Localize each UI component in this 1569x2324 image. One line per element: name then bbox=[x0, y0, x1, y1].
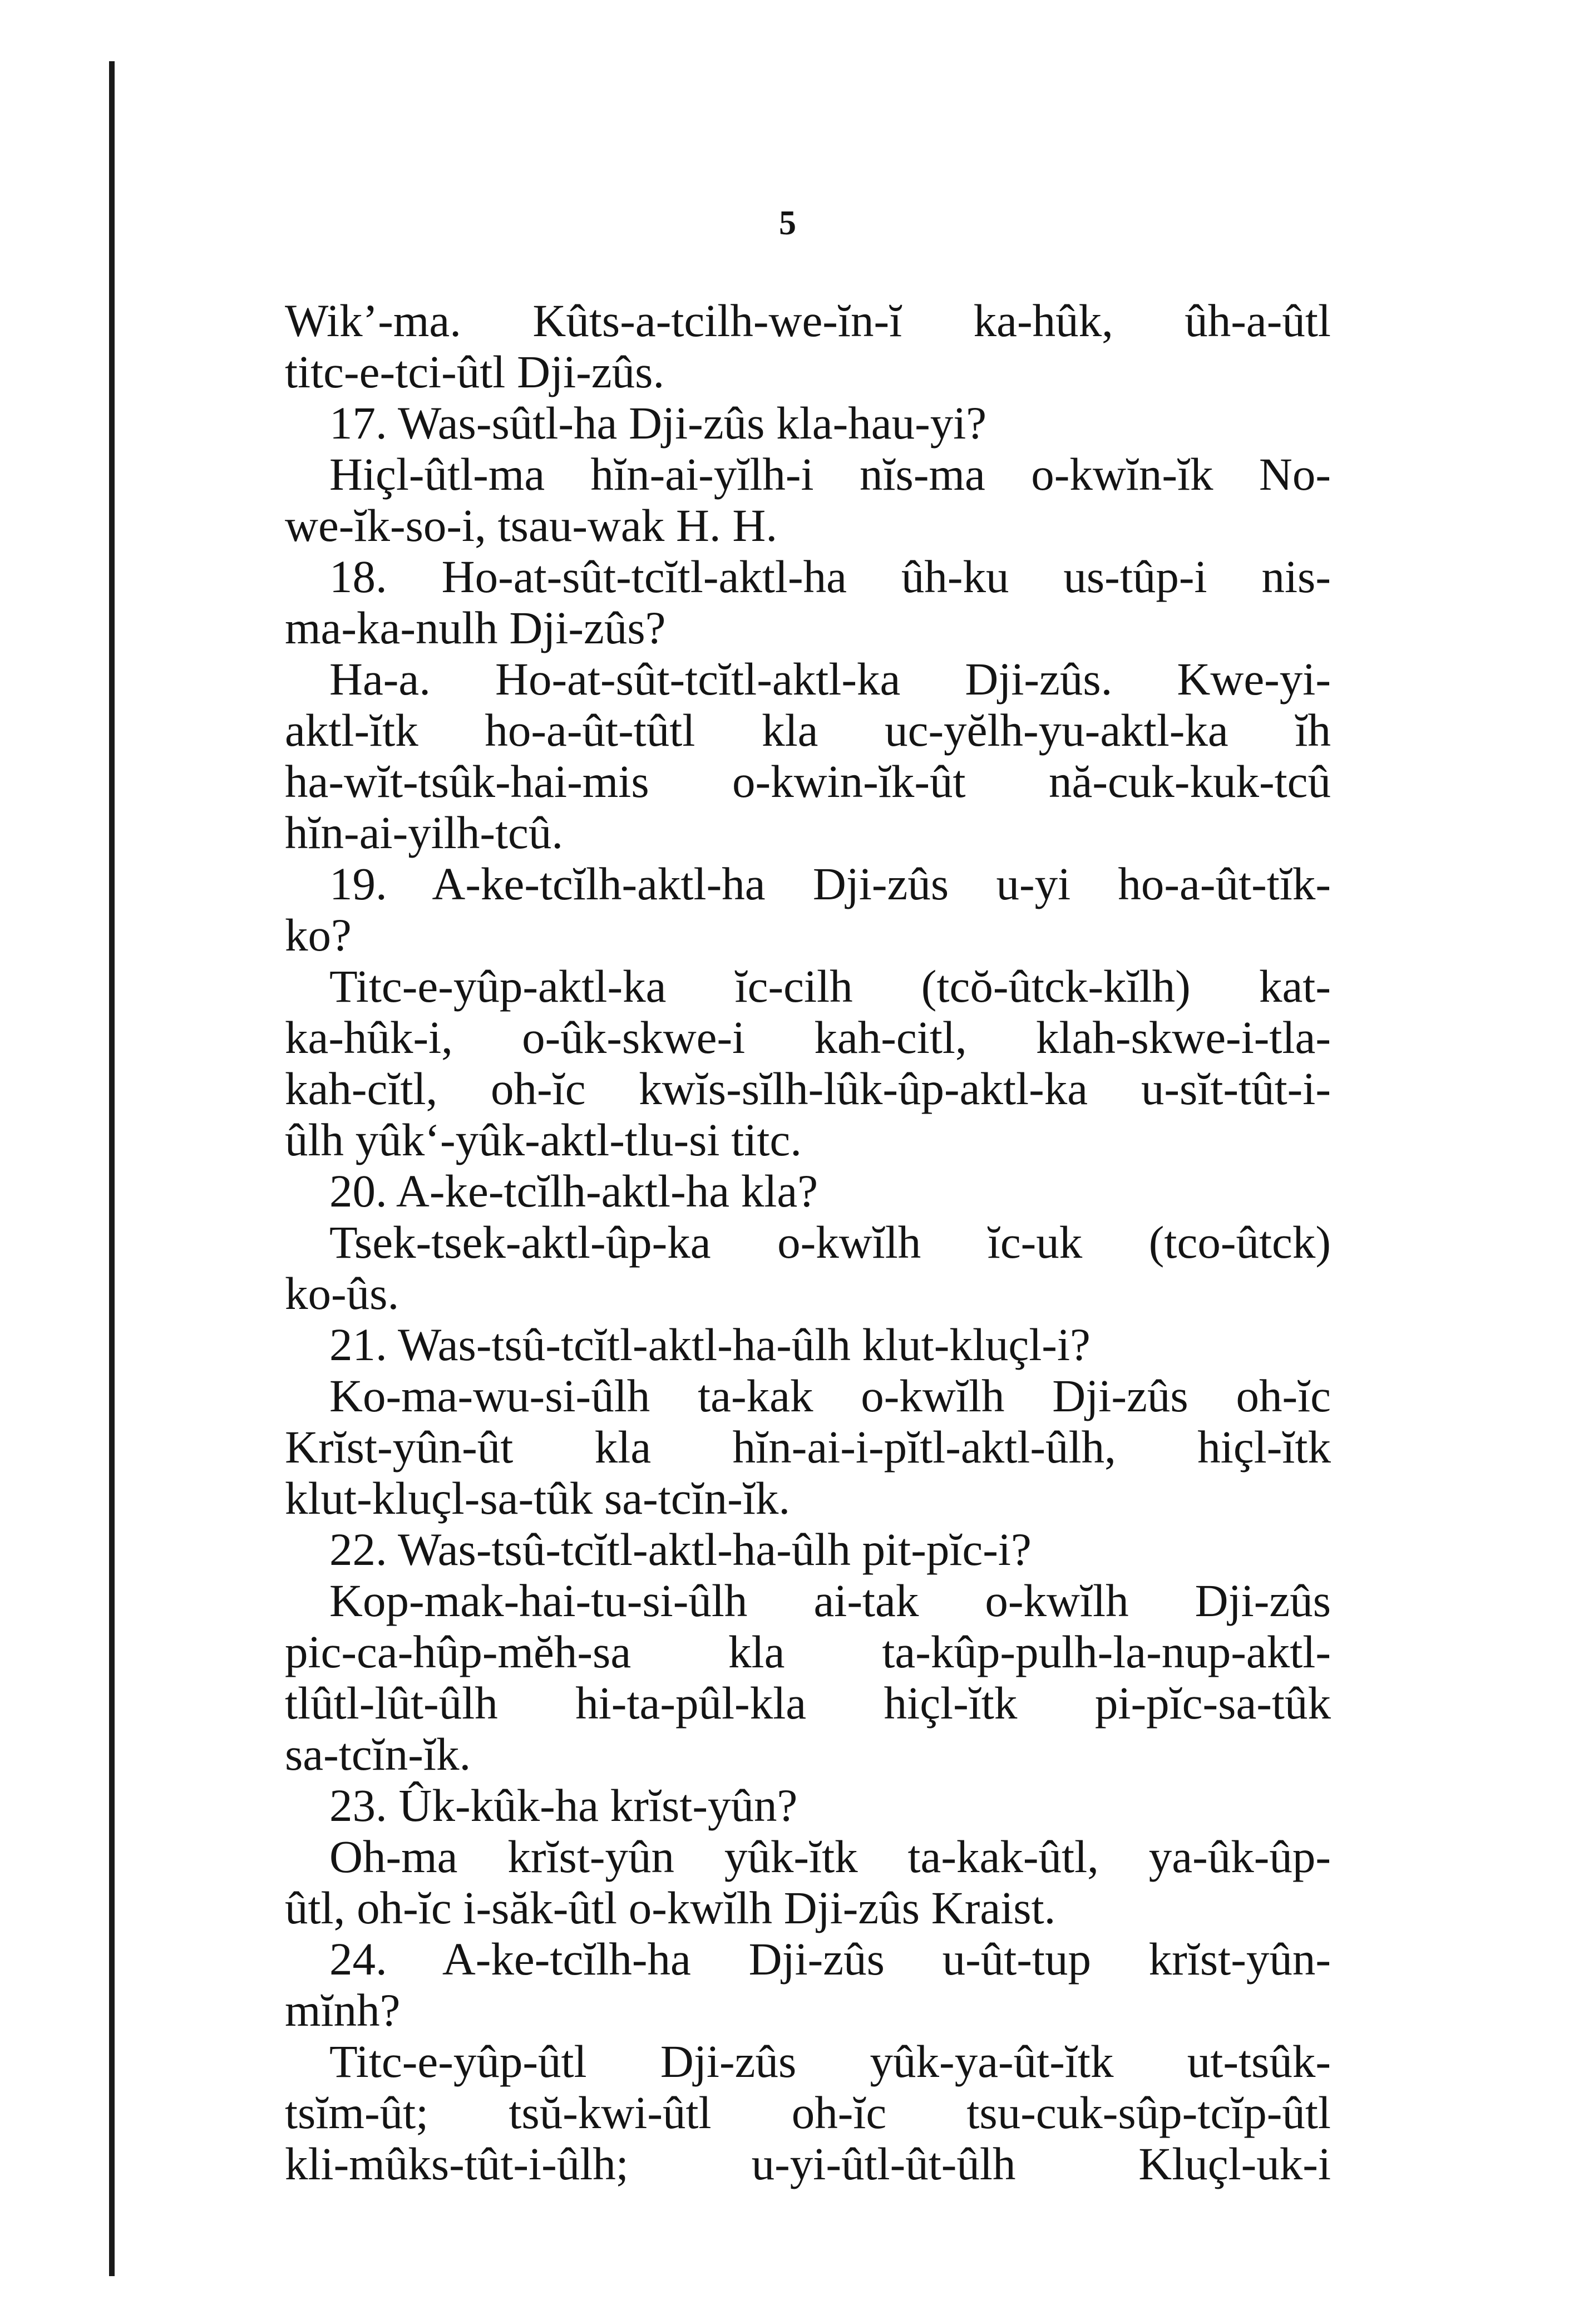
text-line: Ko-ma-wu-si-ûlh ta-kak o-kwĭlh Dji-zûs oh-ĭc bbox=[329, 1370, 1331, 1421]
text-line: 24. A-ke-tcĭlh-ha Dji-zûs u-ût-tup krĭst-yûn- bbox=[329, 1933, 1331, 1985]
text-line: ko-ûs. bbox=[285, 1268, 399, 1319]
text-line: sa-tcĭn-ĭk. bbox=[285, 1729, 471, 1780]
text-line: 17. Was-sûtl-ha Dji-zûs kla-hau-yi? bbox=[329, 397, 987, 449]
text-line: Ha-a. Ho-at-sût-tcĭtl-aktl-ka Dji-zûs. Kwe-yi- bbox=[329, 653, 1331, 705]
text-line: Hiçl-ûtl-ma hĭn-ai-yĭlh-i nĭs-ma o-kwĭn-ĭk No- bbox=[329, 449, 1331, 500]
text-line: Titc-e-yûp-ûtl Dji-zûs yûk-ya-ût-ĭtk ut-tsûk- bbox=[329, 2036, 1331, 2087]
text-line: Oh-ma krĭst-yûn yûk-ĭtk ta-kak-ûtl, ya-ûk-ûp- bbox=[329, 1831, 1331, 1882]
text-line: titc-e-tci-ûtl Dji-zûs. bbox=[285, 346, 665, 397]
text-line: 18. Ho-at-sût-tcĭtl-aktl-ha ûh-ku us-tûp-i nis- bbox=[329, 551, 1331, 602]
text-line: Krĭst-yûn-ût kla hĭn-ai-i-pĭtl-aktl-ûlh, hiçl-ĭtk bbox=[285, 1421, 1331, 1473]
text-line: 20. A-ke-tcĭlh-aktl-ha kla? bbox=[329, 1165, 818, 1217]
text-line: aktl-ĭtk ho-a-ût-tûtl kla uc-yĕlh-yu-aktl-ka ĭh bbox=[285, 705, 1331, 756]
text-line: ûtl, oh-ĭc i-săk-ûtl o-kwĭlh Dji-zûs Kraist. bbox=[285, 1882, 1056, 1933]
text-line: 19. A-ke-tcĭlh-aktl-ha Dji-zûs u-yi ho-a-ût-tĭk- bbox=[329, 858, 1331, 909]
text-line: 21. Was-tsû-tcĭtl-aktl-ha-ûlh klut-kluçl-i? bbox=[329, 1319, 1091, 1370]
text-line: hĭn-ai-yilh-tcû. bbox=[285, 807, 564, 858]
text-line: ma-ka-nulh Dji-zûs? bbox=[285, 602, 666, 653]
text-line: Titc-e-yûp-aktl-ka ĭc-cilh (tcŏ-ûtck-kĭlh) kat- bbox=[329, 961, 1331, 1012]
text-line: 23. Ûk-kûk-ha krĭst-yûn? bbox=[329, 1780, 798, 1831]
text-line: tsĭm-ût; tsŭ-kwi-ûtl oh-ĭc tsu-cuk-sûp-tcĭp-ûtl bbox=[285, 2087, 1331, 2138]
text-line: kah-cĭtl, oh-ĭc kwĭs-sĭlh-lûk-ûp-aktl-ka u-sĭt-tût-i- bbox=[285, 1063, 1331, 1114]
page-number: 5 bbox=[779, 204, 796, 242]
binding-spine-line bbox=[109, 61, 115, 2276]
text-line: we-ĭk-so-i, tsau-wak H. H. bbox=[285, 500, 778, 551]
body-text bbox=[285, 295, 1331, 2189]
text-line: kli-mûks-tût-i-ûlh; u-yi-ûtl-ût-ûlh Kluçl-uk-i bbox=[285, 2138, 1331, 2189]
text-line: Wik’-ma. Kûts-a-tcilh-we-ĭn-ĭ ka-hûk, ûh-a-ûtl bbox=[285, 295, 1331, 346]
text-line: ka-hûk-i, o-ûk-skwe-i kah-citl, klah-skwe-i-tla- bbox=[285, 1012, 1331, 1063]
text-line: tlûtl-lût-ûlh hi-ta-pûl-kla hiçl-ĭtk pi-pĭc-sa-tûk bbox=[285, 1677, 1331, 1729]
text-line: ha-wĭt-tsûk-hai-mis o-kwin-ĭk-ût nă-cuk-kuk-tcû bbox=[285, 756, 1331, 807]
text-line: mĭnh? bbox=[285, 1985, 401, 2036]
text-line: pic-ca-hûp-mĕh-sa kla ta-kûp-pulh-la-nup-aktl- bbox=[285, 1626, 1331, 1677]
text-line: ko? bbox=[285, 909, 352, 961]
text-line: ûlh yûk‘-yûk-aktl-tlu-si titc. bbox=[285, 1114, 802, 1165]
text-line: klut-kluçl-sa-tûk sa-tcĭn-ĭk. bbox=[285, 1473, 791, 1524]
text-line: 22. Was-tsû-tcĭtl-aktl-ha-ûlh pit-pĭc-i? bbox=[329, 1524, 1032, 1575]
text-line: Kop-mak-hai-tu-si-ûlh ai-tak o-kwĭlh Dji-zûs bbox=[329, 1575, 1331, 1626]
text-line: Tsek-tsek-aktl-ûp-ka o-kwĭlh ĭc-uk (tco-ûtck) bbox=[329, 1217, 1331, 1268]
